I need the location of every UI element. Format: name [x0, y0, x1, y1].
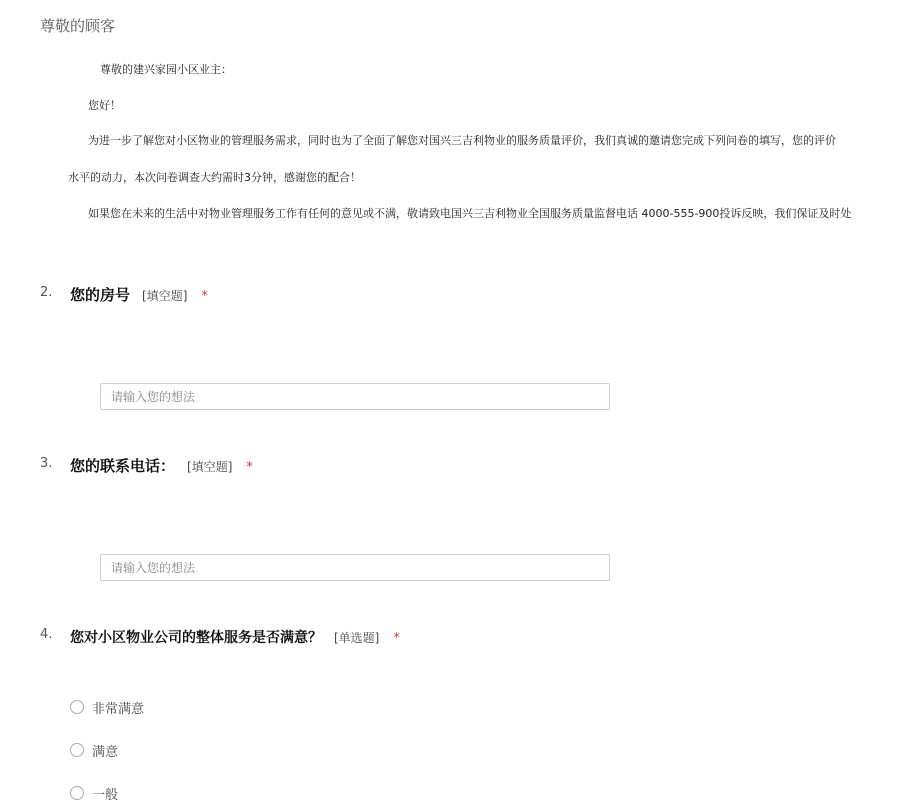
room-number-input[interactable] — [100, 383, 610, 410]
required-marker: * — [201, 289, 208, 304]
question-number: 4. — [40, 627, 53, 642]
intro-complaint-paragraph: 如果您在未来的生活中对物业管理服务工作有任何的意见或不满，敬请致电国兴三吉利物业全国服务质量监督电话 4000-555-900投诉反映，我们保证及时处 — [88, 207, 852, 220]
intro-paragraph-line2: 水平的动力，本次问卷调查大约需时3分钟，感谢您的配合！ — [68, 171, 361, 184]
question-type-label: [填空题] — [142, 289, 188, 303]
option-label: 非常满意 — [92, 701, 145, 717]
contact-phone-input[interactable] — [100, 554, 610, 581]
question-type-label: [单选题] — [334, 631, 380, 645]
option-label: 满意 — [92, 744, 119, 760]
question-number: 2. — [40, 285, 53, 300]
radio-button-icon[interactable] — [70, 786, 84, 800]
question-title-overall-satisfaction — [70, 627, 400, 647]
question-text: 您对小区物业公司的整体服务是否满意？ — [70, 630, 322, 646]
radio-button-icon[interactable] — [70, 743, 84, 757]
radio-option-very-satisfied[interactable] — [70, 698, 144, 716]
survey-section-title: 尊敬的顾客 — [40, 17, 116, 35]
question-title-contact-phone — [70, 455, 253, 476]
question-text: 您的联系电话： — [70, 457, 176, 475]
radio-option-satisfied[interactable] — [70, 741, 118, 759]
required-marker: * — [246, 460, 253, 475]
intro-salutation: 尊敬的建兴家园小区业主： — [100, 63, 232, 76]
intro-greeting: 您好！ — [88, 99, 121, 112]
intro-paragraph-line1: 为进一步了解您对小区物业的管理服务需求，同时也为了全面了解您对国兴三吉利物业的服务质量评价，我们真诚的邀请您完成下列问卷的填写，您的评价 — [88, 134, 836, 147]
option-label: 一般 — [92, 787, 119, 803]
required-marker: * — [393, 631, 400, 646]
question-type-label: [填空题] — [187, 460, 233, 474]
radio-button-icon[interactable] — [70, 700, 84, 714]
question-number: 3. — [40, 456, 53, 471]
question-text: 您的房号 — [70, 286, 131, 304]
question-title-room-number — [70, 284, 208, 305]
radio-option-average[interactable] — [70, 784, 118, 802]
